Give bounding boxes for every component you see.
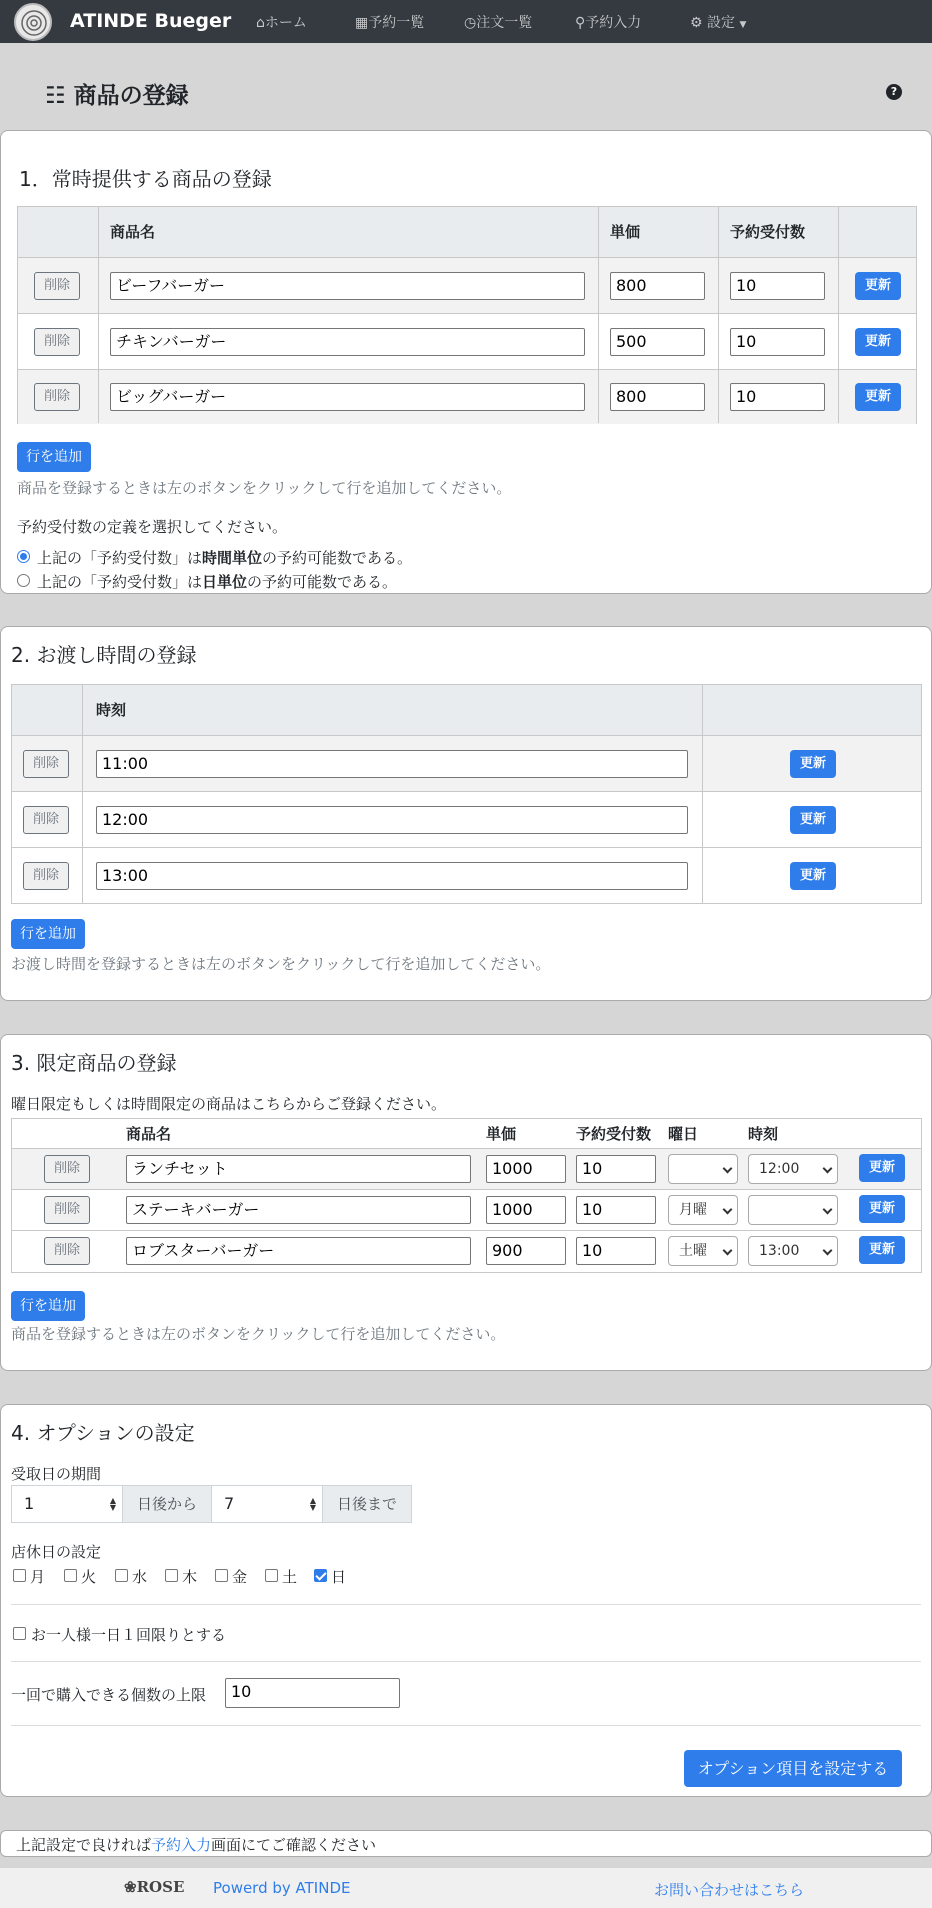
updown-icon: ▲ ▼ xyxy=(309,1496,316,1512)
footer-logo: ❀ROSE xyxy=(124,1878,185,1896)
delete-button[interactable]: 削除 xyxy=(34,328,80,356)
powered-by-link[interactable]: Powerd by ATINDE xyxy=(213,1879,351,1897)
holiday-label: 店休日の設定 xyxy=(11,1543,102,1561)
notice-bar xyxy=(0,1830,932,1857)
checkbox-label[interactable]: 月 xyxy=(30,1568,46,1586)
section-description: 曜日限定もしくは時間限定の商品はこちらからご登録ください。 xyxy=(11,1095,447,1113)
price-input[interactable]: 800 xyxy=(610,383,705,411)
calendar-icon: ▦ xyxy=(355,15,369,31)
table-row xyxy=(18,369,916,424)
nav-reservation-input[interactable]: ⚲予約入力 xyxy=(575,15,642,31)
checkbox-tue[interactable] xyxy=(64,1569,77,1582)
capacity-input[interactable]: 10 xyxy=(576,1155,656,1183)
table-row xyxy=(18,257,916,313)
user-plus-icon: ⚲ xyxy=(575,15,586,31)
update-button[interactable]: 更新 xyxy=(790,806,836,834)
table-header xyxy=(12,1118,921,1148)
radio-hourly[interactable] xyxy=(17,550,30,563)
table-row xyxy=(12,791,921,847)
section-pickup-times xyxy=(0,626,932,1001)
checkbox-label[interactable]: 金 xyxy=(232,1568,248,1586)
delete-button[interactable]: 削除 xyxy=(34,272,80,300)
capacity-input[interactable]: 10 xyxy=(730,272,825,300)
gears-icon: ⚙ xyxy=(690,15,703,31)
hint-text: お渡し時間を登録するときは左のボタンをクリックして行を追加してください。 xyxy=(11,955,551,973)
header-price: 単価 xyxy=(486,1125,517,1143)
table-row xyxy=(12,1189,921,1230)
nav-settings-dropdown[interactable]: ⚙ 設定 ▼ xyxy=(690,15,747,31)
update-button[interactable]: 更新 xyxy=(859,1154,905,1182)
delete-button[interactable]: 削除 xyxy=(44,1155,90,1183)
section-title: 2. お渡し時間の登録 xyxy=(11,643,197,667)
product-name-input[interactable]: ロブスターバーガー xyxy=(126,1237,471,1265)
capacity-input[interactable]: 10 xyxy=(730,383,825,411)
table-row xyxy=(18,313,916,369)
chevron-down-icon xyxy=(723,1205,733,1215)
notice-text: 上記設定で良ければ予約入力画面にてご確認ください xyxy=(16,1836,377,1854)
table-header xyxy=(12,684,921,735)
time-select[interactable]: 13:00 xyxy=(748,1236,838,1266)
time-input[interactable]: 11:00 xyxy=(96,750,688,778)
products-table xyxy=(17,206,917,424)
radio-hourly-label[interactable]: 上記の「予約受付数」は時間単位の予約可能数である。 xyxy=(37,549,413,567)
reservation-input-link[interactable]: 予約入力 xyxy=(151,1836,212,1854)
checkbox-sun[interactable] xyxy=(314,1569,327,1582)
set-options-button[interactable]: オプション項目を設定する xyxy=(684,1750,902,1787)
clock-icon: ◷ xyxy=(464,15,477,31)
brand-name[interactable]: ATINDE Bueger xyxy=(70,10,232,32)
header-price: 単価 xyxy=(610,223,641,241)
update-button[interactable]: 更新 xyxy=(855,328,901,356)
table-row xyxy=(12,735,921,791)
contact-link[interactable]: お問い合わせはこちら xyxy=(654,1881,805,1899)
nav-home[interactable]: ⌂ホーム xyxy=(256,15,307,31)
chevron-down-icon xyxy=(823,1205,833,1215)
product-name-input[interactable]: チキンバーガー xyxy=(110,328,585,356)
rose-logo-icon[interactable] xyxy=(14,3,52,41)
checkbox-label[interactable]: 水 xyxy=(132,1568,148,1586)
caret-down-icon: ▼ xyxy=(739,20,747,30)
limited-products-table xyxy=(11,1118,922,1273)
time-input[interactable]: 13:00 xyxy=(96,862,688,890)
radio-daily-label[interactable]: 上記の「予約受付数」は日単位の予約可能数である。 xyxy=(37,573,398,591)
capacity-input[interactable]: 10 xyxy=(576,1196,656,1224)
chevron-down-icon xyxy=(723,1246,733,1256)
checkbox-label[interactable]: 木 xyxy=(182,1568,198,1586)
updown-icon: ▲ ▼ xyxy=(109,1496,116,1512)
update-button[interactable]: 更新 xyxy=(859,1195,905,1223)
delete-button[interactable]: 削除 xyxy=(23,806,69,834)
delete-button[interactable]: 削除 xyxy=(23,862,69,890)
home-icon: ⌂ xyxy=(256,15,265,31)
checkbox-sat[interactable] xyxy=(265,1569,278,1582)
day-select[interactable]: 月曜 xyxy=(668,1195,738,1225)
product-name-input[interactable]: ランチセット xyxy=(126,1155,471,1183)
section-options xyxy=(0,1404,932,1797)
period-from-suffix: 日後から xyxy=(122,1485,212,1523)
section-limited-products xyxy=(0,1034,932,1371)
section-title: 3. 限定商品の登録 xyxy=(11,1051,177,1075)
price-input[interactable]: 900 xyxy=(486,1237,566,1265)
header-name: 商品名 xyxy=(110,223,156,241)
header-name: 商品名 xyxy=(126,1125,172,1143)
table-header xyxy=(18,206,916,257)
header-day: 曜日 xyxy=(668,1125,699,1143)
nav-orders[interactable]: ◷注文一覧 xyxy=(464,15,533,31)
update-button[interactable]: 更新 xyxy=(859,1236,905,1264)
header-time: 時刻 xyxy=(748,1125,779,1143)
delete-button[interactable]: 削除 xyxy=(44,1196,90,1224)
checkbox-wed[interactable] xyxy=(115,1569,128,1582)
header-time: 時刻 xyxy=(96,701,127,719)
period-from-select[interactable]: 1 ▲ ▼ xyxy=(11,1485,123,1523)
add-row-button[interactable]: 行を追加 xyxy=(17,442,91,472)
rose-icon: ❀ xyxy=(124,1878,137,1896)
chevron-down-icon xyxy=(723,1164,733,1174)
product-name-input[interactable]: ステーキバーガー xyxy=(126,1196,471,1224)
product-name-input[interactable]: ビーフバーガー xyxy=(110,272,585,300)
purchase-limit-input[interactable]: 10 xyxy=(225,1678,400,1708)
delete-button[interactable]: 削除 xyxy=(34,383,80,411)
time-select[interactable] xyxy=(748,1195,838,1225)
capacity-input[interactable]: 10 xyxy=(730,328,825,356)
price-input[interactable]: 1000 xyxy=(486,1196,566,1224)
capacity-question: 予約受付数の定義を選択してください。 xyxy=(17,518,288,536)
update-button[interactable]: 更新 xyxy=(790,862,836,890)
hint-text: 商品を登録するときは左のボタンをクリックして行を追加してください。 xyxy=(11,1325,506,1343)
chevron-down-icon xyxy=(823,1246,833,1256)
day-select[interactable] xyxy=(668,1154,738,1184)
period-to-select[interactable]: 7 ▲ ▼ xyxy=(211,1485,323,1523)
delete-button[interactable]: 削除 xyxy=(44,1237,90,1265)
period-to-suffix: 日後まで xyxy=(322,1485,412,1523)
once-per-day-label[interactable]: お一人様一日１回限りとする xyxy=(31,1626,227,1644)
page-title: ☷ 商品の登録 xyxy=(45,83,189,109)
checkbox-label[interactable]: 土 xyxy=(282,1568,298,1586)
help-icon[interactable]: ? xyxy=(886,84,902,100)
delete-button[interactable]: 削除 xyxy=(23,750,69,778)
time-input[interactable]: 12:00 xyxy=(96,806,688,834)
header-capacity: 予約受付数 xyxy=(576,1125,652,1143)
pickup-times-table xyxy=(11,684,922,904)
divider xyxy=(11,1661,921,1662)
chevron-down-icon xyxy=(823,1164,833,1174)
checkbox-mon[interactable] xyxy=(13,1569,26,1582)
header-capacity: 予約受付数 xyxy=(730,223,806,241)
once-per-day-checkbox[interactable] xyxy=(13,1627,26,1640)
checkbox-thu[interactable] xyxy=(165,1569,178,1582)
divider xyxy=(11,1725,921,1726)
day-select[interactable]: 土曜 xyxy=(668,1236,738,1266)
capacity-input[interactable]: 10 xyxy=(576,1237,656,1265)
time-select[interactable]: 12:00 xyxy=(748,1154,838,1184)
divider xyxy=(11,1604,921,1605)
update-button[interactable]: 更新 xyxy=(790,750,836,778)
radio-daily[interactable] xyxy=(17,574,30,587)
hint-text: 商品を登録するときは左のボタンをクリックして行を追加してください。 xyxy=(17,479,512,497)
limit-label: 一回で購入できる個数の上限 xyxy=(11,1686,207,1704)
period-label: 受取日の期間 xyxy=(11,1465,102,1483)
tasks-icon: ☷ xyxy=(45,83,66,109)
update-button[interactable]: 更新 xyxy=(855,383,901,411)
table-row xyxy=(12,1230,921,1272)
section-regular-products xyxy=(0,130,932,594)
table-row xyxy=(12,847,921,904)
section-title: 4. オプションの設定 xyxy=(11,1421,195,1445)
price-input[interactable]: 800 xyxy=(610,272,705,300)
navbar xyxy=(0,0,932,43)
product-name-input[interactable]: ビッグバーガー xyxy=(110,383,585,411)
price-input[interactable]: 1000 xyxy=(486,1155,566,1183)
price-input[interactable]: 500 xyxy=(610,328,705,356)
add-row-button[interactable]: 行を追加 xyxy=(11,1291,85,1321)
update-button[interactable]: 更新 xyxy=(855,272,901,300)
nav-reservations[interactable]: ▦予約一覧 xyxy=(355,15,425,31)
checkbox-label[interactable]: 日 xyxy=(331,1568,347,1586)
footer xyxy=(0,1868,932,1908)
checkbox-label[interactable]: 火 xyxy=(81,1568,97,1586)
section-title: 1．常時提供する商品の登録 xyxy=(19,167,272,191)
table-row xyxy=(12,1148,921,1189)
add-row-button[interactable]: 行を追加 xyxy=(11,919,85,949)
checkbox-fri[interactable] xyxy=(215,1569,228,1582)
